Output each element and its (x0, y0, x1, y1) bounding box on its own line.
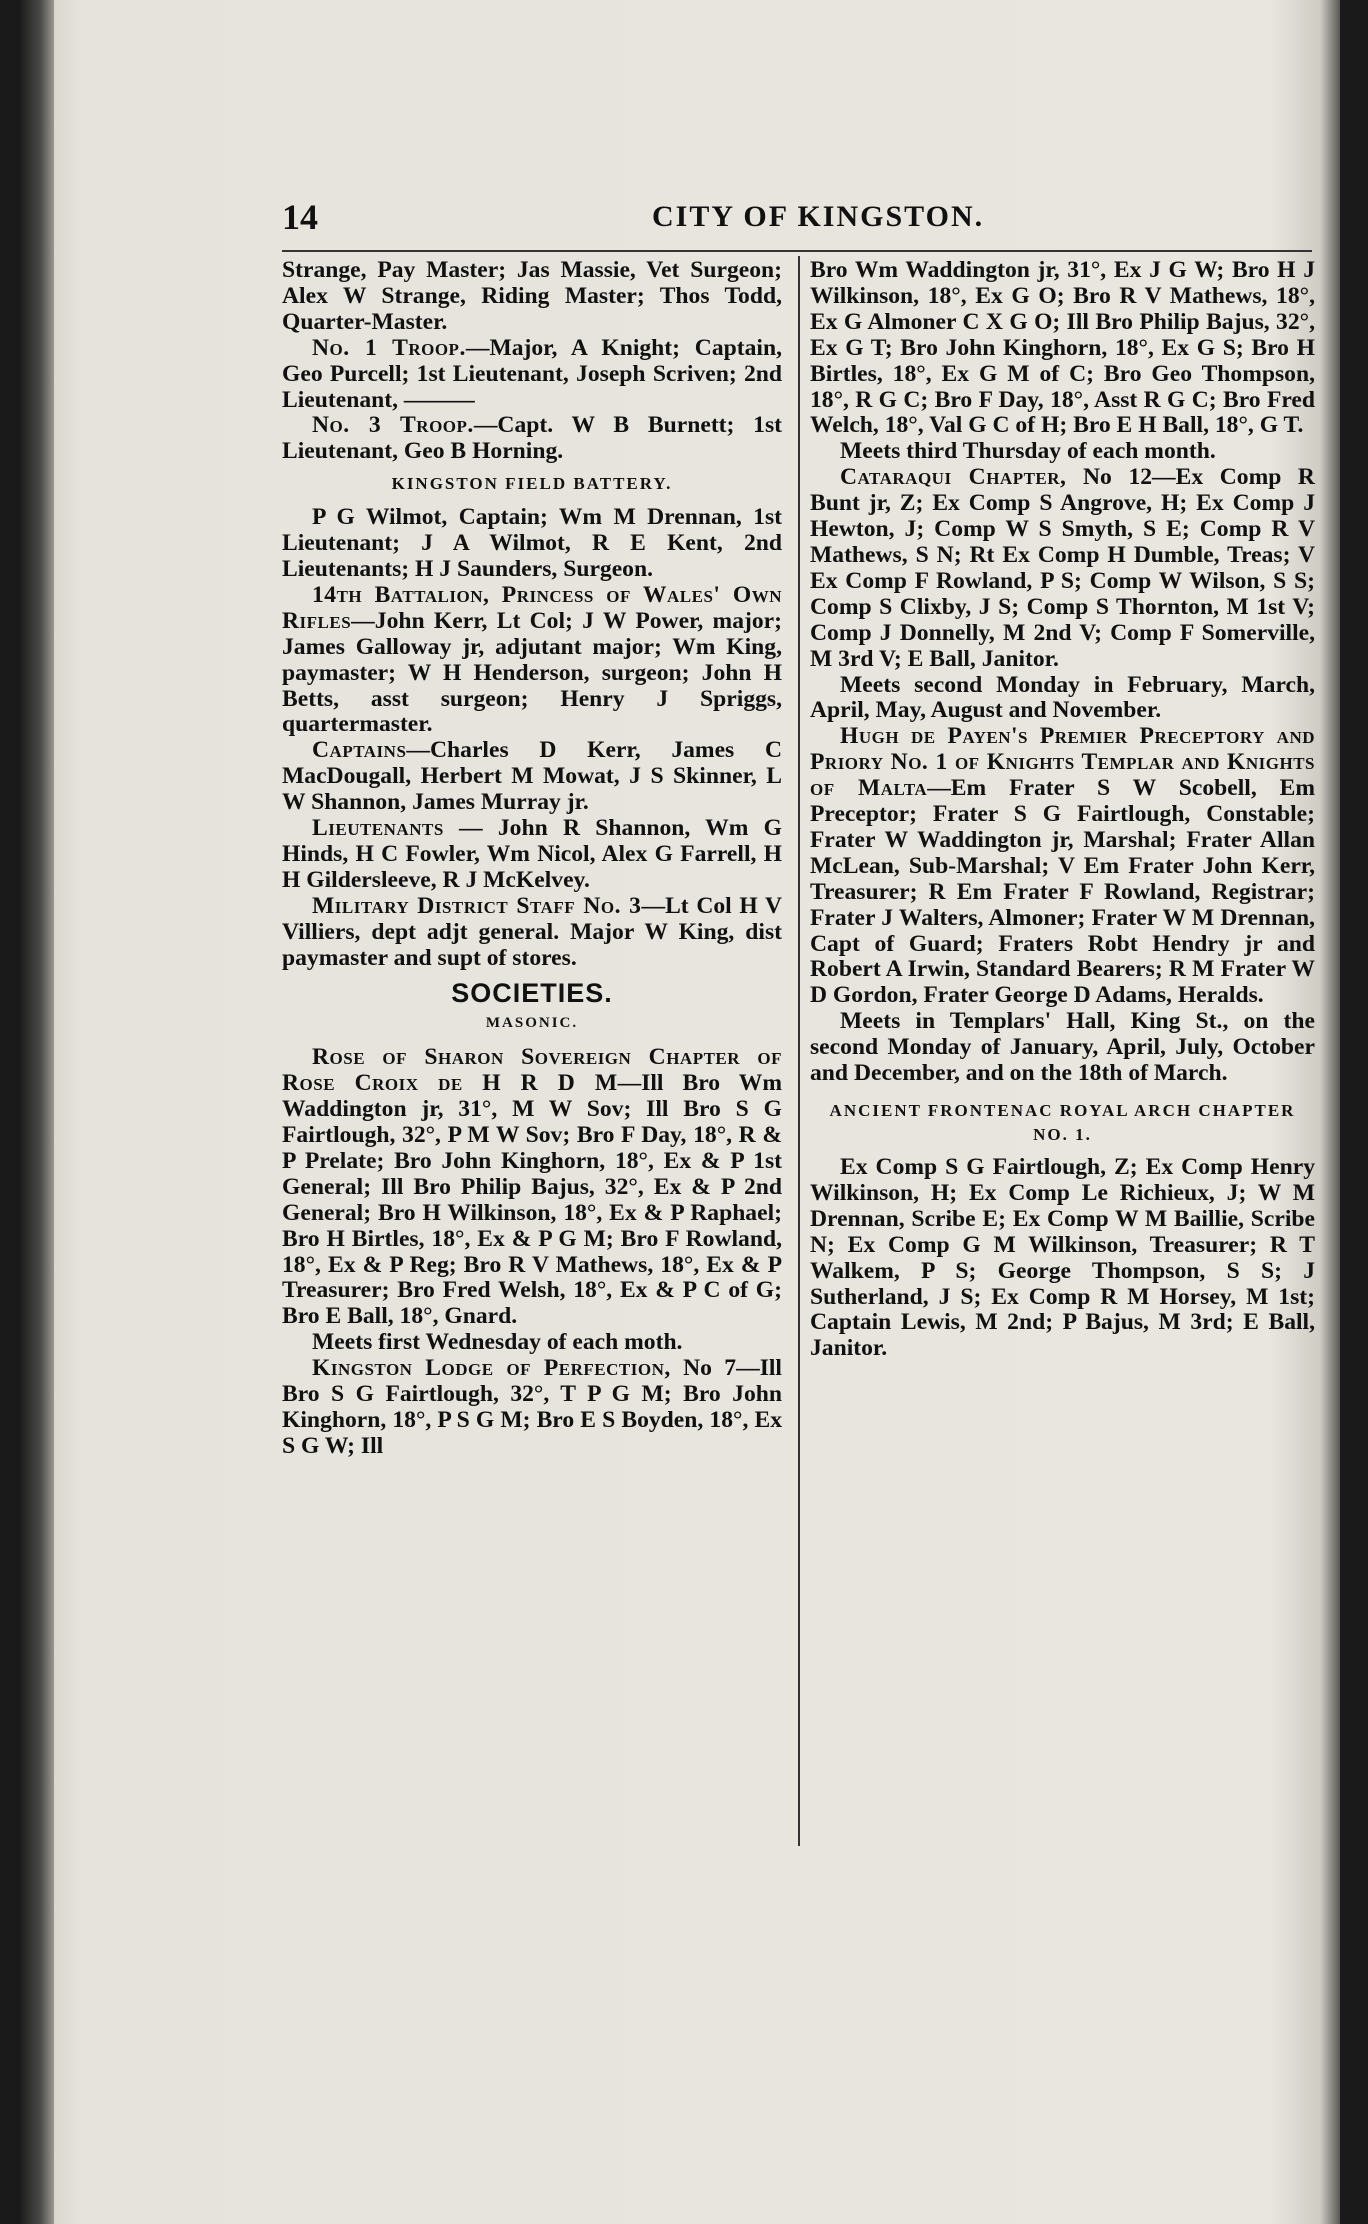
paragraph: Meets third Thursday of each month. (840, 438, 1216, 465)
paragraph: Ex Comp S G Fairtlough, Z; Ex Comp Henry Wilkinson, H; Ex Comp Le Richieux, J; W M Drennan, Scribe E; Ex Comp W M Baillie, Scribe N; Ex Comp G M Wilkinson, Treasurer; R T Walkem, P S; George Thompson, S S; J Sutherland, J S; Ex Comp R M Horsey, M 1st; Captain Lewis, M 2nd; P Bajus, M 3rd; E Ball, Janitor. (810, 1154, 1315, 1362)
left-column (282, 258, 782, 1460)
subsection-heading-masonic: MASONIC. (485, 1015, 579, 1032)
section-heading: ANCIENT FRONTENAC ROYAL ARCH CHAPTER NO. 1. (829, 1101, 1296, 1144)
paragraph: No. 1 Troop.—Major, A Knight; Captain, Geo Purcell; 1st Lieutenant, Joseph Scriven; 2nd Lieutenant, ——— (282, 334, 782, 413)
paragraph: 14th Battalion, Princess of Wales' Own Rifles—John Kerr, Lt Col; J W Power, major; James Galloway jr, adjutant major; Wm King, paymaster; W H Henderson, surgeon; John H Betts, asst surgeon; Henry J Spriggs, quartermaster. (282, 581, 782, 738)
section-heading-societies: SOCIETIES. (451, 978, 613, 1009)
page-header (282, 196, 1294, 236)
paragraph: Military District Staff No. 3—Lt Col H V Villiers, dept adjt general. Major W King, dist paymaster and supt of stores. (282, 892, 782, 971)
paragraph: Kingston Lodge of Perfection, No 7—Ill Bro S G Fairtlough, 32°, T P G M; Bro John Kinghorn, 18°, P S G M; Bro E S Boyden, 18°, Ex S G W; Ill (282, 1355, 782, 1459)
running-title: CITY OF KINGSTON. (652, 200, 985, 233)
paragraph: Strange, Pay Master; Jas Massie, Vet Surgeon; Alex W Strange, Riding Master; Thos Todd, Quarter-Master. (282, 257, 782, 335)
column-divider (798, 256, 800, 1846)
paragraph: No. 3 Troop.—Capt. W B Burnett; 1st Lieutenant, Geo B Horning. (282, 412, 782, 465)
right-column (810, 258, 1315, 1362)
page-number: 14 (282, 197, 318, 237)
scanned-page (20, 0, 1340, 2224)
paragraph: Meets first Wednesday of each moth. (312, 1329, 683, 1356)
paragraph: Meets in Templars' Hall, King St., on the second Monday of January, April, July, October and December, and on the 18th of March. (810, 1008, 1315, 1087)
paragraph: Rose of Sharon Sovereign Chapter of Rose Croix de H R D M—Ill Bro Wm Waddington jr, 31°, M W Sov; Ill Bro S G Fairtlough, 32°, P M W Sov; Bro F Day, 18°, R & P Prelate; Bro John Kinghorn, 18°, Ex & P 1st General; Ill Bro Philip Bajus, 32°, Ex & P 2nd General; Bro H Wilkinson, 18°, Ex & P Raphael; Bro H Birtles, 18°, Ex & P G M; Bro F Rowland, 18°, Ex & P Reg; Bro R V Mathews, 18°, Ex & P Treasurer; Bro Fred Welsh, 18°, Ex & P C of G; Bro E Ball, 18°, Gnard. (282, 1044, 782, 1330)
paragraph: P G Wilmot, Captain; Wm M Drennan, 1st Lieutenant; J A Wilmot, R E Kent, 2nd Lieutenants; H J Saunders, Surgeon. (282, 504, 782, 582)
paragraph: Meets second Monday in February, March, April, May, August and November. (810, 671, 1315, 724)
paragraph: Bro Wm Waddington jr, 31°, Ex J G W; Bro H J Wilkinson, 18°, Ex G O; Bro R V Mathews, 18°, Ex G Almoner C X G O; Ill Bro Philip Bajus, 32°, Ex G T; Bro John Kinghorn, 18°, Ex G S; Bro H Birtles, 18°, Ex G M of C; Bro Geo Thompson, 18°, R G C; Bro F Day, 18°, Asst R G C; Bro Fred Welch, 18°, Val G C of H; Bro E H Ball, 18°, G T. (810, 257, 1315, 439)
book-binding-edge (20, 0, 54, 2224)
section-heading: KINGSTON FIELD BATTERY. (391, 474, 673, 494)
paragraph: Hugh de Payen's Premier Preceptory and Priory No. 1 of Knights Templar and Knights of Malta—Em Frater S W Scobell, Em Preceptor; Frater S G Fairtlough, Constable; Frater W Waddington jr, Marshal; Frater Allan McLean, Sub-Marshal; V Em Frater John Kerr, Treasurer; R Em Frater F Rowland, Registrar; Frater J Walters, Almoner; Frater W M Drennan, Capt of Guard; Fraters Robt Hendry jr and Robert A Irwin, Standard Bearers; R M Frater W D Gordon, Frater George D Adams, Heralds. (810, 723, 1316, 1009)
paragraph: Cataraqui Chapter, No 12—Ex Comp R Bunt jr, Z; Ex Comp S Angrove, H; Ex Comp J Hewton, J; Comp W S Smyth, S E; Comp R V Mathews, S N; Rt Ex Comp H Dumble, Treas; V Ex Comp F Rowland, P S; Comp W Wilson, S S; Comp S Clixby, J S; Comp S Thornton, M 1st V; Comp J Donnelly, M 2nd V; Comp F Somerville, M 3rd V; E Ball, Janitor. (810, 464, 1315, 672)
paragraph: Captains—Charles D Kerr, James C MacDougall, Herbert M Mowat, J S Skinner, L W Shannon, James Murray jr. (282, 737, 782, 816)
paragraph: Lieutenants — John R Shannon, Wm G Hinds, H C Fowler, Wm Nicol, Alex G Farrell, H H Gildersleeve, R J McKelvey. (282, 815, 782, 893)
header-rule (282, 250, 1312, 252)
